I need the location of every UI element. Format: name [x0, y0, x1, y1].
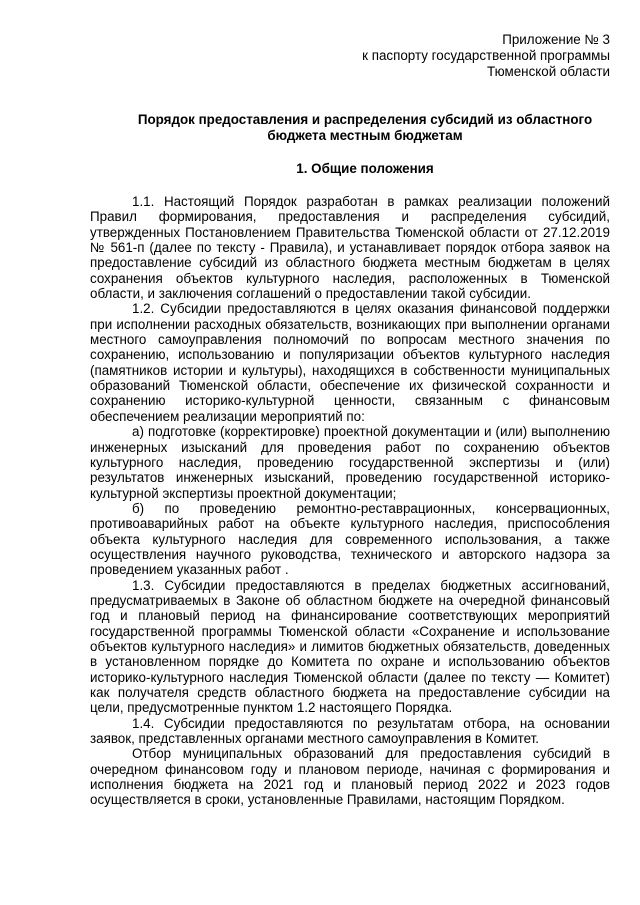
document-title-line-2: бюджета местным бюджетам: [267, 128, 463, 143]
document-title: [90, 112, 640, 144]
appendix-region: Тюменской области: [487, 64, 610, 79]
document-title-line-1: Порядок предоставления и распределения субсидий из областного: [137, 112, 593, 127]
paragraph-selection: Отбор муниципальных образований для предоставления субсидий в очередном финансовом году и плановом периоде, начиная с формирования и исполнения бюджета на 2021 год и плановый период 2022 и 2023 годов осуществляется в сроки, установленные Правилами, настоящим Порядком.: [90, 746, 610, 808]
paragraph-1-1: 1.1. Настоящий Порядок разработан в рамках реализации положений Правил формирования, предоставления и распределения субсидий, утвержденных Постановлением Правительства Тюменской области от 27.12.2019 № 561-п (далее по тексту - Правила), и устанавливает порядок отбора заявок на предоставление субсидий из областного бюджета местным бюджетам в целях сохранения объектов культурного наследия, расположенных в Тюменской области, и заключения соглашений о предоставлении такой субсидии.: [90, 194, 610, 302]
paragraph-1-2: 1.2. Субсидии предоставляются в целях оказания финансовой поддержки при исполнении расходных обязательств, возникающих при выполнении органами местного самоуправления полномочий по вопросам местного значения по сохранению, использованию и популяризации объектов культурного наследия (памятников истории и культуры), находящихся в собственности муниципальных образований Тюменской области, обеспечение их физической сохранности и сохранению историко-культурной ценности, связанным с финансовым обеспечением реализации мероприятий по:: [90, 301, 610, 424]
appendix-reference: к паспорту государственной программы: [362, 48, 610, 63]
appendix-header: [270, 32, 610, 80]
paragraph-1-4: 1.4. Субсидии предоставляются по результатам отбора, на основании заявок, представленных органами местного самоуправления в Комитет.: [90, 715, 610, 747]
section-heading: 1. Общие положения: [296, 161, 434, 176]
paragraph-item-b: б) по проведению ремонтно-реставрационных, консервационных, противоаварийных работ на объекте культурного наследия, приспособления объекта культурного наследия для современного использования, а также осуществления научного руководства, технического и авторского надзора за проведением указанных работ .: [90, 500, 610, 578]
paragraph-1-3: 1.3. Субсидии предоставляются в пределах бюджетных ассигнований, предусматриваемых в Законе об областном бюджете на очередной финансовый год и плановый период на финансирование соответствующих мероприятий государственной программы Тюменской области «Сохранение и использование объектов культурного наследия» и лимитов бюджетных обязательств, доведенных в установленном порядке до Комитета по охране и использованию объектов историко-культурного наследия Тюменской области (далее по тексту — Комитет) как получателя средств областного бюджета на предоставление субсидии на цели, предусмотренные пунктом 1.2 настоящего Порядка.: [90, 577, 610, 716]
paragraph-item-a: а) подготовке (корректировке) проектной документации и (или) выполнению инженерных изысканий для проведения работ по сохранению объектов культурного наследия, проведению государственной экспертизы и (или) результатов инженерных изысканий, проведению государственной историко-культурной экспертизы проектной документации;: [90, 424, 610, 501]
appendix-number: Приложение № 3: [502, 32, 610, 47]
document-body: [90, 194, 610, 808]
